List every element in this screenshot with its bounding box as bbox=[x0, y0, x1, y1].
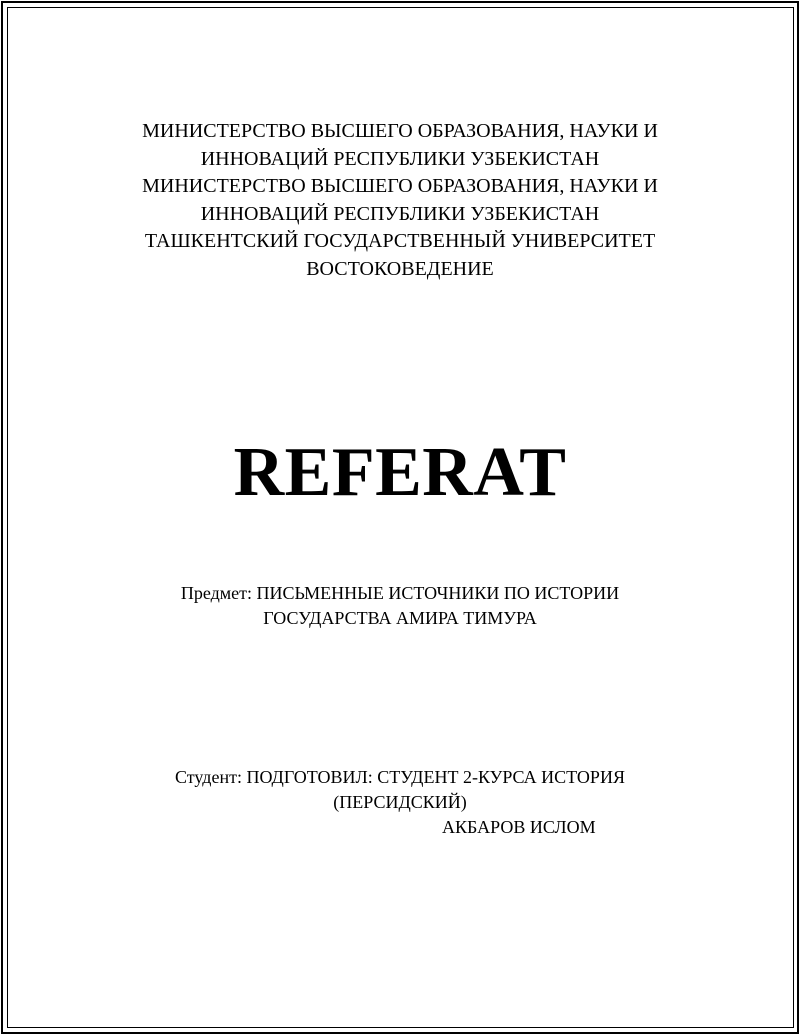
institution-header bbox=[0, 118, 800, 283]
header-line: ТАШКЕНТСКИЙ ГОСУДАРСТВЕННЫЙ УНИВЕРСИТЕТ bbox=[144, 230, 656, 252]
header-line: ИННОВАЦИЙ РЕСПУБЛИКИ УЗБЕКИСТАН bbox=[200, 202, 600, 225]
document-title: REFERAT bbox=[233, 434, 567, 511]
subject-block bbox=[0, 581, 800, 631]
student-line: Студент: ПОДГОТОВИЛ: СТУДЕНТ 2-КУРСА ИСТОРИЯ bbox=[175, 767, 625, 787]
header-line: МИНИСТЕРСТВО ВЫСШЕГО ОБРАЗОВАНИЯ, НАУКИ И bbox=[142, 175, 658, 197]
subject-line: ГОСУДАРСТВА АМИРА ТИМУРА bbox=[263, 608, 537, 628]
header-line: ВОСТОКОВЕДЕНИЕ bbox=[306, 257, 494, 280]
student-line: (ПЕРСИДСКИЙ) bbox=[333, 792, 467, 812]
student-block bbox=[0, 765, 800, 815]
subject-line: Предмет: ПИСЬМЕННЫЕ ИСТОЧНИКИ ПО ИСТОРИИ bbox=[180, 583, 620, 603]
student-name: АКБАРОВ ИСЛОМ bbox=[442, 817, 596, 837]
header-line: МИНИСТЕРСТВО ВЫСШЕГО ОБРАЗОВАНИЯ, НАУКИ И bbox=[142, 120, 658, 142]
header-line: ИННОВАЦИЙ РЕСПУБЛИКИ УЗБЕКИСТАН bbox=[200, 147, 600, 170]
